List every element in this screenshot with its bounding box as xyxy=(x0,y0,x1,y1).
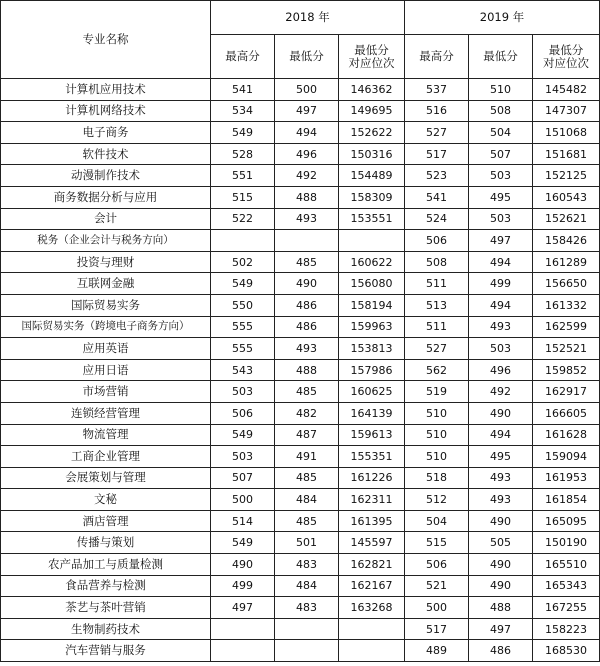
table-row xyxy=(1,618,600,640)
rank-2018-cell: 146362 xyxy=(339,79,405,101)
table-row xyxy=(1,316,600,338)
major-name-cell: 农产品加工与质量检测 xyxy=(1,554,211,576)
min-score-2019-cell: 497 xyxy=(469,618,533,640)
min-score-2018-cell: 486 xyxy=(275,316,339,338)
rank-2018-cell xyxy=(339,230,405,252)
max-score-2019-cell: 500 xyxy=(405,597,469,619)
min-score-2019-cell: 494 xyxy=(469,424,533,446)
rank-2019-cell: 166605 xyxy=(533,402,600,424)
rank-2019-cell: 160543 xyxy=(533,186,600,208)
rank-2018-cell: 164139 xyxy=(339,402,405,424)
min-score-2018-cell: 486 xyxy=(275,294,339,316)
max-score-2019-cell: 515 xyxy=(405,532,469,554)
rank-2019-cell: 152125 xyxy=(533,165,600,187)
rank-2019-cell: 151681 xyxy=(533,143,600,165)
major-name-cell: 传播与策划 xyxy=(1,532,211,554)
min-score-2019-cell: 505 xyxy=(469,532,533,554)
max-score-2018-cell: 534 xyxy=(211,100,275,122)
max-score-2018-cell: 528 xyxy=(211,143,275,165)
table-row xyxy=(1,510,600,532)
major-name-cell: 文秘 xyxy=(1,489,211,511)
min-score-2019-cell: 490 xyxy=(469,554,533,576)
major-name-cell: 食品营养与检测 xyxy=(1,575,211,597)
rank-2018-cell: 154489 xyxy=(339,165,405,187)
rank-2018-cell: 159613 xyxy=(339,424,405,446)
max-score-2019-cell: 523 xyxy=(405,165,469,187)
max-score-2018-cell: 550 xyxy=(211,294,275,316)
rank-2019-cell: 165510 xyxy=(533,554,600,576)
min-score-2018-cell: 484 xyxy=(275,575,339,597)
rank-2018-cell: 157986 xyxy=(339,359,405,381)
major-name-cell: 应用日语 xyxy=(1,359,211,381)
max-score-2019-cell: 516 xyxy=(405,100,469,122)
max-score-2019-cell: 511 xyxy=(405,316,469,338)
table-row xyxy=(1,186,600,208)
major-name-cell: 计算机网络技术 xyxy=(1,100,211,122)
major-name-cell: 生物制药技术 xyxy=(1,618,211,640)
min-score-2019-cell: 490 xyxy=(469,510,533,532)
min-score-2019-cell: 493 xyxy=(469,316,533,338)
min-score-2018-cell: 485 xyxy=(275,251,339,273)
rank-2018-cell: 160622 xyxy=(339,251,405,273)
major-name-cell: 会展策划与管理 xyxy=(1,467,211,489)
table-row xyxy=(1,100,600,122)
max-score-2019-cell: 511 xyxy=(405,273,469,295)
table-row xyxy=(1,532,600,554)
rank-2018-cell: 158309 xyxy=(339,186,405,208)
min-score-2019-cell: 494 xyxy=(469,251,533,273)
major-name-cell: 市场营销 xyxy=(1,381,211,403)
major-name-cell: 汽车营销与服务 xyxy=(1,640,211,662)
rank-2018-cell: 149695 xyxy=(339,100,405,122)
major-name-cell: 动漫制作技术 xyxy=(1,165,211,187)
max-score-2019-cell: 506 xyxy=(405,554,469,576)
header-row-years xyxy=(1,1,600,35)
max-score-2018-cell: 490 xyxy=(211,554,275,576)
max-score-2019-cell: 521 xyxy=(405,575,469,597)
table-row xyxy=(1,575,600,597)
rank-2019-cell: 162599 xyxy=(533,316,600,338)
min-score-2019-cell: 490 xyxy=(469,402,533,424)
rank-2019-cell: 165095 xyxy=(533,510,600,532)
min-score-2019-cell: 503 xyxy=(469,208,533,230)
rank-2019-cell: 161289 xyxy=(533,251,600,273)
min-score-2018-cell: 487 xyxy=(275,424,339,446)
min-score-2019-cell: 496 xyxy=(469,359,533,381)
max-score-2019-cell: 506 xyxy=(405,230,469,252)
rank-2018-cell: 163268 xyxy=(339,597,405,619)
max-score-2019-cell: 524 xyxy=(405,208,469,230)
year-2018-header: 2018 年 xyxy=(211,1,405,35)
max-score-2019-cell: 504 xyxy=(405,510,469,532)
min-score-2018-cell xyxy=(275,640,339,662)
max-score-2018-cell: 514 xyxy=(211,510,275,532)
min-score-2018-cell xyxy=(275,618,339,640)
min-score-2019-cell: 503 xyxy=(469,165,533,187)
min-score-2019-cell: 490 xyxy=(469,575,533,597)
table-row xyxy=(1,230,600,252)
min-score-2018-cell: 492 xyxy=(275,165,339,187)
max-score-2018-cell: 543 xyxy=(211,359,275,381)
rank-2019-cell: 159094 xyxy=(533,446,600,468)
major-name-cell: 国际贸易实务 xyxy=(1,294,211,316)
min-score-2018-cell: 491 xyxy=(275,446,339,468)
rank-2018-cell: 156080 xyxy=(339,273,405,295)
rank-2019-cell: 165343 xyxy=(533,575,600,597)
table-row xyxy=(1,597,600,619)
max-score-2019-cell: 562 xyxy=(405,359,469,381)
max-score-2018-cell: 522 xyxy=(211,208,275,230)
table-row xyxy=(1,424,600,446)
max-score-2019-cell: 517 xyxy=(405,618,469,640)
max-score-header-2018: 最高分 xyxy=(211,35,275,79)
major-name-cell: 投资与理财 xyxy=(1,251,211,273)
rank-2018-cell xyxy=(339,640,405,662)
min-score-2019-cell: 493 xyxy=(469,467,533,489)
max-score-2019-cell: 510 xyxy=(405,446,469,468)
min-score-2018-cell: 488 xyxy=(275,359,339,381)
min-score-2018-cell: 496 xyxy=(275,143,339,165)
rank-2018-cell: 160625 xyxy=(339,381,405,403)
major-name-cell: 应用英语 xyxy=(1,338,211,360)
max-score-2018-cell xyxy=(211,618,275,640)
table-row xyxy=(1,143,600,165)
max-score-2018-cell: 555 xyxy=(211,338,275,360)
table-body xyxy=(1,79,600,662)
min-score-2018-cell: 483 xyxy=(275,554,339,576)
min-score-2018-cell: 494 xyxy=(275,122,339,144)
max-score-2019-cell: 527 xyxy=(405,122,469,144)
max-score-2018-cell: 541 xyxy=(211,79,275,101)
rank-2019-cell: 161628 xyxy=(533,424,600,446)
max-score-2018-cell: 500 xyxy=(211,489,275,511)
min-score-2019-cell: 495 xyxy=(469,186,533,208)
min-score-2019-cell: 508 xyxy=(469,100,533,122)
min-score-2019-cell: 486 xyxy=(469,640,533,662)
min-score-2018-cell: 484 xyxy=(275,489,339,511)
table-row xyxy=(1,338,600,360)
table-row xyxy=(1,640,600,662)
table-row xyxy=(1,489,600,511)
major-name-cell: 茶艺与茶叶营销 xyxy=(1,597,211,619)
rank-2018-cell: 161395 xyxy=(339,510,405,532)
rank-2019-cell: 152621 xyxy=(533,208,600,230)
min-score-2019-cell: 493 xyxy=(469,489,533,511)
min-score-2018-cell: 493 xyxy=(275,208,339,230)
rank-2018-cell: 155351 xyxy=(339,446,405,468)
max-score-2019-cell: 517 xyxy=(405,143,469,165)
major-name-cell: 电子商务 xyxy=(1,122,211,144)
rank-2018-cell: 162821 xyxy=(339,554,405,576)
min-score-2018-cell: 488 xyxy=(275,186,339,208)
table-row xyxy=(1,402,600,424)
min-score-2019-cell: 495 xyxy=(469,446,533,468)
min-score-2019-cell: 504 xyxy=(469,122,533,144)
rank-2019-cell: 151068 xyxy=(533,122,600,144)
rank-2018-cell: 152622 xyxy=(339,122,405,144)
min-score-2019-cell: 503 xyxy=(469,338,533,360)
table-row xyxy=(1,165,600,187)
table-row xyxy=(1,294,600,316)
min-score-header-2019: 最低分 xyxy=(469,35,533,79)
major-name-cell: 互联网金融 xyxy=(1,273,211,295)
rank-2019-cell: 168530 xyxy=(533,640,600,662)
max-score-2018-cell: 503 xyxy=(211,446,275,468)
major-name-cell: 物流管理 xyxy=(1,424,211,446)
max-score-2019-cell: 513 xyxy=(405,294,469,316)
major-name-cell: 国际贸易实务（跨境电子商务方向） xyxy=(1,316,211,338)
min-score-2019-cell: 497 xyxy=(469,230,533,252)
max-score-2019-cell: 510 xyxy=(405,424,469,446)
min-score-2019-cell: 510 xyxy=(469,79,533,101)
rank-2018-cell: 150316 xyxy=(339,143,405,165)
max-score-2019-cell: 510 xyxy=(405,402,469,424)
table-row xyxy=(1,446,600,468)
table-row xyxy=(1,251,600,273)
major-name-cell: 计算机应用技术 xyxy=(1,79,211,101)
max-score-2018-cell: 515 xyxy=(211,186,275,208)
major-name-cell: 工商企业管理 xyxy=(1,446,211,468)
max-score-2019-cell: 537 xyxy=(405,79,469,101)
table-row xyxy=(1,381,600,403)
max-score-2018-cell: 555 xyxy=(211,316,275,338)
max-score-2019-cell: 519 xyxy=(405,381,469,403)
max-score-2019-cell: 527 xyxy=(405,338,469,360)
min-score-2019-cell: 492 xyxy=(469,381,533,403)
min-score-2018-cell: 482 xyxy=(275,402,339,424)
max-score-2018-cell: 507 xyxy=(211,467,275,489)
min-score-2018-cell: 497 xyxy=(275,100,339,122)
rank-2019-cell: 158426 xyxy=(533,230,600,252)
max-score-2018-cell: 549 xyxy=(211,532,275,554)
rank-2018-cell xyxy=(339,618,405,640)
rank-2019-cell: 159852 xyxy=(533,359,600,381)
min-score-2018-cell: 493 xyxy=(275,338,339,360)
min-score-header-2018: 最低分 xyxy=(275,35,339,79)
min-score-2018-cell: 483 xyxy=(275,597,339,619)
rank-2019-cell: 152521 xyxy=(533,338,600,360)
table-row xyxy=(1,359,600,381)
rank-2018-cell: 162311 xyxy=(339,489,405,511)
table-row xyxy=(1,273,600,295)
rank-2018-cell: 153551 xyxy=(339,208,405,230)
max-score-2018-cell: 499 xyxy=(211,575,275,597)
major-name-cell: 税务（企业会计与税务方向） xyxy=(1,230,211,252)
rank-2019-cell: 161953 xyxy=(533,467,600,489)
max-score-2018-cell: 549 xyxy=(211,273,275,295)
min-score-2019-cell: 494 xyxy=(469,294,533,316)
rank-2019-cell: 158223 xyxy=(533,618,600,640)
min-score-2019-cell: 499 xyxy=(469,273,533,295)
min-score-2018-cell: 490 xyxy=(275,273,339,295)
max-score-2018-cell: 549 xyxy=(211,424,275,446)
rank-header-2019: 最低分 对应位次 xyxy=(533,35,600,79)
table-row xyxy=(1,79,600,101)
max-score-2018-cell: 549 xyxy=(211,122,275,144)
table-row xyxy=(1,208,600,230)
min-score-2018-cell: 500 xyxy=(275,79,339,101)
rank-2019-cell: 145482 xyxy=(533,79,600,101)
major-name-cell: 酒店管理 xyxy=(1,510,211,532)
rank-2019-cell: 167255 xyxy=(533,597,600,619)
rank-2019-cell: 147307 xyxy=(533,100,600,122)
min-score-2019-cell: 488 xyxy=(469,597,533,619)
rank-2019-cell: 161854 xyxy=(533,489,600,511)
year-2019-header: 2019 年 xyxy=(405,1,600,35)
rank-2018-cell: 153813 xyxy=(339,338,405,360)
table-row xyxy=(1,554,600,576)
major-name-cell: 软件技术 xyxy=(1,143,211,165)
rank-2019-cell: 156650 xyxy=(533,273,600,295)
max-score-2019-cell: 489 xyxy=(405,640,469,662)
max-score-2018-cell: 502 xyxy=(211,251,275,273)
rank-2018-cell: 145597 xyxy=(339,532,405,554)
major-name-cell: 连锁经营管理 xyxy=(1,402,211,424)
rank-2019-cell: 161332 xyxy=(533,294,600,316)
max-score-2018-cell: 497 xyxy=(211,597,275,619)
table-row xyxy=(1,122,600,144)
min-score-2018-cell: 485 xyxy=(275,381,339,403)
major-name-cell: 商务数据分析与应用 xyxy=(1,186,211,208)
table-row xyxy=(1,467,600,489)
rank-2018-cell: 158194 xyxy=(339,294,405,316)
major-name-cell: 会计 xyxy=(1,208,211,230)
major-name-header: 专业名称 xyxy=(1,1,211,79)
max-score-2018-cell xyxy=(211,640,275,662)
min-score-2018-cell: 485 xyxy=(275,510,339,532)
max-score-2019-cell: 512 xyxy=(405,489,469,511)
max-score-2019-cell: 541 xyxy=(405,186,469,208)
rank-2018-cell: 162167 xyxy=(339,575,405,597)
rank-2018-cell: 159963 xyxy=(339,316,405,338)
max-score-2019-cell: 508 xyxy=(405,251,469,273)
max-score-2018-cell: 503 xyxy=(211,381,275,403)
max-score-2019-cell: 518 xyxy=(405,467,469,489)
min-score-2019-cell: 507 xyxy=(469,143,533,165)
rank-2019-cell: 150190 xyxy=(533,532,600,554)
rank-2019-cell: 162917 xyxy=(533,381,600,403)
max-score-2018-cell: 506 xyxy=(211,402,275,424)
min-score-2018-cell: 485 xyxy=(275,467,339,489)
max-score-header-2019: 最高分 xyxy=(405,35,469,79)
max-score-2018-cell xyxy=(211,230,275,252)
min-score-2018-cell xyxy=(275,230,339,252)
min-score-2018-cell: 501 xyxy=(275,532,339,554)
rank-2018-cell: 161226 xyxy=(339,467,405,489)
rank-header-2018: 最低分 对应位次 xyxy=(339,35,405,79)
max-score-2018-cell: 551 xyxy=(211,165,275,187)
